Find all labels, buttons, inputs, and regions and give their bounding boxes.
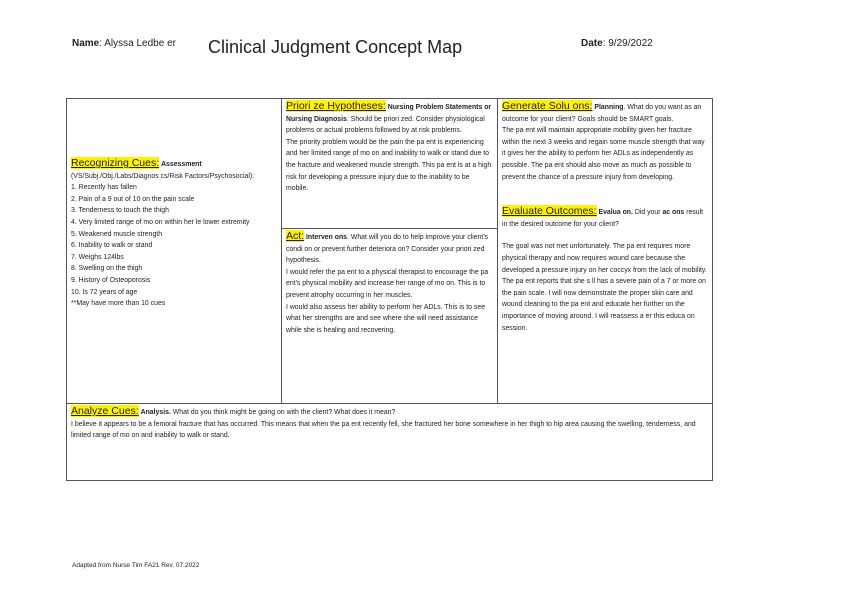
analyze-sub: Analysis. xyxy=(140,409,171,416)
act-heading: Act: xyxy=(286,230,305,242)
prioritize-sub: Nursing Problem Statements or Nursing Diagnosis xyxy=(286,104,492,123)
cue-item: 2. Pain of a 9 out of 10 on the pain scale xyxy=(71,195,195,203)
act-sub: Interven ons xyxy=(306,234,347,241)
evaluate-answer: The goal was not met unfortunately. The pa ent requires more physical therapy and now requires wound care because she developed a pressure injury on her coccyx from the lack of mobility. The pa ent reports that she s ll has a severe pain of a 7 or more on the pain scale. I will now demonstrate the proper skin care and wound cleaning to the pa ent and educate her further on the importance of moving around. I will reassess a er this educa on session. xyxy=(502,243,707,332)
recognizing-intro: (VS/Subj./Obj./Labs/Diagnos cs/Risk Factors/Psychosocial): xyxy=(71,172,255,180)
cue-item: 4. Very limited range of mo on within her le lower extremity xyxy=(71,218,250,226)
evaluate-heading: Evaluate Outcomes: xyxy=(502,205,597,218)
prioritize-cell xyxy=(281,98,498,229)
cue-item: 10. Is 72 years of age xyxy=(71,288,138,296)
analyze-heading: Analyze Cues: xyxy=(71,405,139,417)
generate-prompt: . What do you want as an outcome for your client? Goals should be SMART goals. xyxy=(502,104,702,123)
generate-evaluate-cell xyxy=(497,98,713,404)
recognizing-sub: Assessment xyxy=(161,161,202,168)
name-field: Name: Alyssa Ledbe er xyxy=(72,38,176,49)
cue-item: 1. Recently has fallen xyxy=(71,184,137,192)
footer-note: Adapted from Nurse Tim FA21 Rev. 07.2022 xyxy=(72,562,200,569)
date-value: 9/29/2022 xyxy=(608,38,653,49)
analyze-prompt: What do you think might be going on with the client? What does it mean? xyxy=(170,409,396,416)
date-label: Date xyxy=(581,38,603,49)
evaluate-prompt-c: result in the desired outcome for your client? xyxy=(502,209,704,228)
act-answer-2: I would also assess her ability to perform her ADLs. This is to see what her strengths are and see where she will need assistance while she is healing and recovering. xyxy=(286,303,486,334)
act-answer-1: I would refer the pa ent to a physical therapist to encourage the pa ent's physical mobility and increase her range of mo on. This is to prevent atrophy occurring in her muscles. xyxy=(286,268,489,299)
cue-list xyxy=(71,182,277,310)
cue-item: 5. Weakened muscle strength xyxy=(71,230,163,238)
name-value: Alyssa Ledbe er xyxy=(104,38,176,49)
act-cell xyxy=(281,228,498,404)
cue-item: 3. Tenderness to touch the thigh xyxy=(71,207,169,215)
generate-answer: The pa ent will maintain appropriate mobility given her fracture within the next 3 weeks and regain some muscle strength that way it gives her the ability to perform her ADLs as independently as possible. The pa ent should also move as much as possible to prevent the chance of a pressure injury from developing. xyxy=(502,127,705,181)
cue-item: **May have more than 10 cues xyxy=(71,300,166,308)
prioritize-answer: The priority problem would be the pain the pa ent is experiencing and her limited range of mo on and inability to walk or stand due to the fracture and weakened muscle strength. This pa ent is at a high risk for developing a pressure injury due to the inability to be mobile. xyxy=(286,138,492,193)
cue-item: 9. History of Osteoporosis xyxy=(71,276,151,284)
cue-item: 6. Inability to walk or stand xyxy=(71,242,153,250)
cue-item: 7. Weighs 124lbs xyxy=(71,253,124,261)
cue-item: 8. Swelling on the thigh xyxy=(71,265,143,273)
prioritize-heading: Priori ze Hypotheses: xyxy=(286,100,386,112)
page-title: Clinical Judgment Concept Map xyxy=(208,37,463,57)
evaluate-prompt-b: ac ons xyxy=(662,209,685,217)
generate-sub: Planning xyxy=(594,104,624,111)
name-label: Name xyxy=(72,38,100,49)
generate-heading: Generate Solu ons: xyxy=(502,100,593,112)
evaluate-sub: Evalua on. xyxy=(598,209,633,217)
act-prompt: . What will you do to help improve your client's condi on or prevent further deteriora on? Consider your priori zed hypothesis. xyxy=(286,234,489,265)
analyze-cues-cell xyxy=(66,403,713,481)
date-field: Date: 9/29/2022 xyxy=(581,38,653,49)
prioritize-prompt: . Should be priori zed. Consider physiological problems or actual problems followed by at risk problems. xyxy=(286,115,485,135)
evaluate-prompt-a: Did your xyxy=(632,209,663,217)
analyze-answer: I believe it appears to be a femoral fracture that has occurred. This means that when the pa ent recently fell, she fractured her bone somewhere in her thigh to hip area causing the swelling, tenderness, and limited range of mo on and inability to walk or stand. xyxy=(71,420,696,440)
recognizing-heading: Recognizing Cues: xyxy=(71,157,160,169)
recognizing-cues-cell xyxy=(66,98,282,404)
